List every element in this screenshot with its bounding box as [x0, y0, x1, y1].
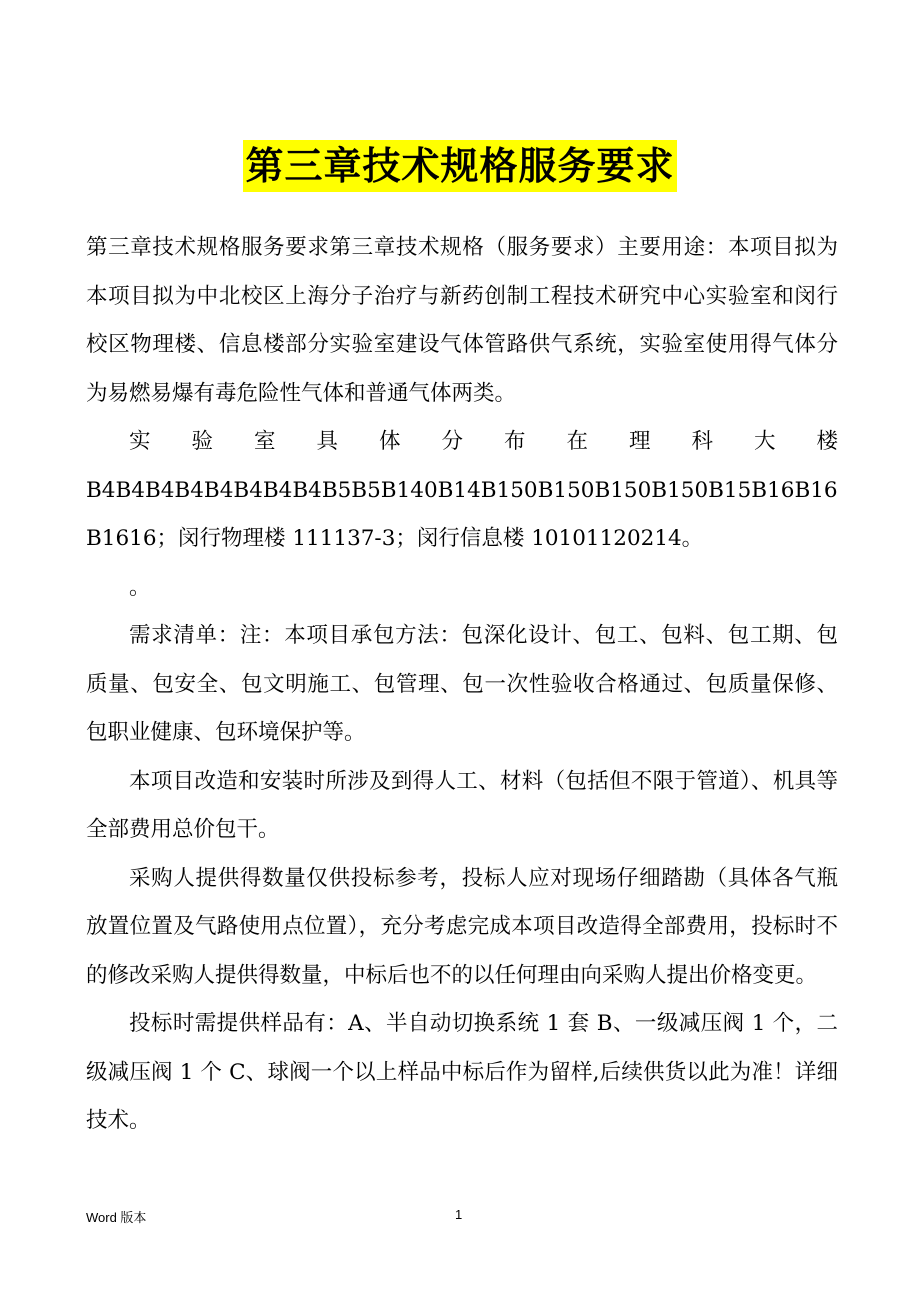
footer-label: Word 版本: [86, 1210, 147, 1225]
document-title: 第三章技术规格服务要求: [243, 140, 676, 192]
paragraph-intro: 第三章技术规格服务要求第三章技术规格（服务要求）主要用途：本项目拟为本项目拟为中北校区上海分子治疗与新药创制工程技术研究中心实验室和闵行校区物理楼、信息楼部分实验室建设气体管路供气系统，实验室使用得气体分为易燃易爆有毒危险性气体和普通气体两类。: [86, 235, 838, 406]
document-body: [86, 224, 838, 1146]
paragraph-samples: 投标时需提供样品有：A、半自动切换系统 1 套 B、一级减压阀 1 个，二级减压阀 1 个 C、球阀一个以上样品中标后作为留样,后续供货以此为准！详细技术。: [86, 1011, 838, 1133]
paragraph-period: 。: [129, 574, 151, 600]
title-container: [0, 140, 920, 192]
paragraph-costs: 本项目改造和安装时所涉及到得人工、材料（包括但不限于管道）、机具等全部费用总价包干。: [86, 768, 838, 842]
paragraph-requirements: 需求清单：注：本项目承包方法：包深化设计、包工、包料、包工期、包质量、包安全、包文明施工、包管理、包一次性验收合格通过、包质量保修、包职业健康、包环境保护等。: [86, 623, 838, 745]
paragraph-room-numbers: B4B4B4B4B4B4B4B4B5B5B140B14B150B150B150B150B15B16B16B1616；闵行物理楼 111137-3；闵行信息楼 10101120214。: [86, 477, 838, 551]
paragraph-lab-distribution: 实 验 室 具 体 分 布 在 理 科 大 楼: [129, 429, 838, 454]
page-number: 1: [455, 1207, 463, 1222]
paragraph-quantities: 采购人提供得数量仅供投标参考，投标人应对现场仔细踏勘（具体各气瓶放置位置及气路使用点位置），充分考虑完成本项目改造得全部费用，投标时不的修改采购人提供得数量，中标后也不的以任何理由向采购人提出价格变更。: [86, 865, 838, 988]
